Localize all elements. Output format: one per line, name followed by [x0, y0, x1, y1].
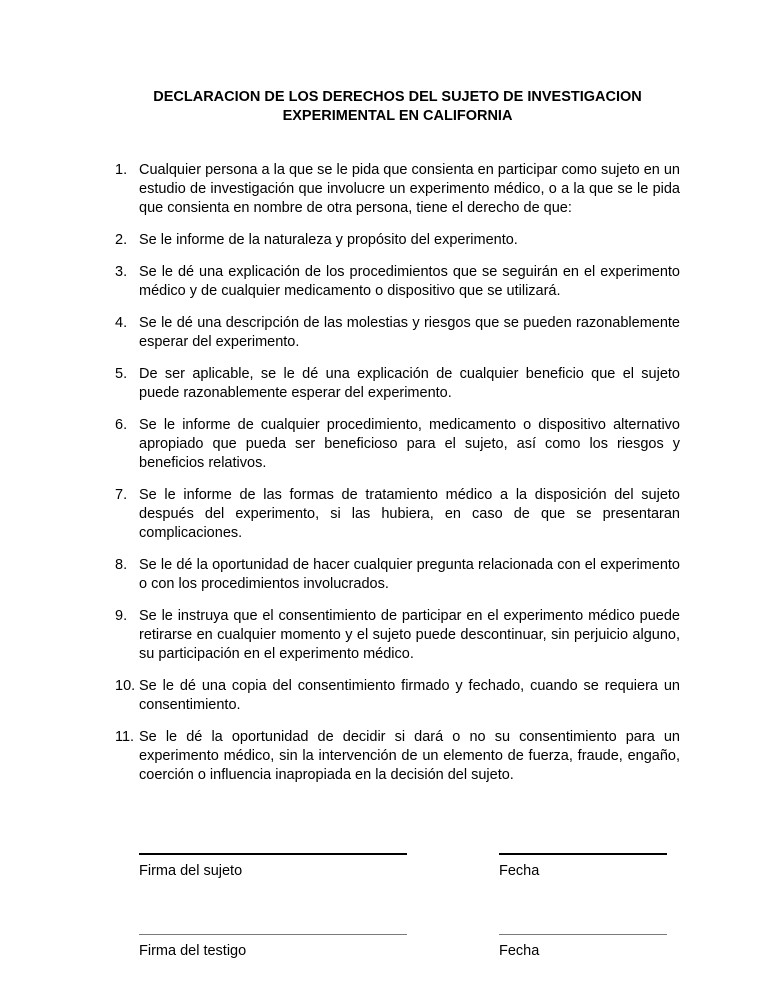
item-number: 6.: [115, 417, 128, 433]
item-number: 11.: [115, 729, 135, 745]
item-number: 9.: [115, 608, 128, 624]
list-item: [115, 556, 680, 594]
witness-signature-label: Firma del testigo: [139, 943, 247, 959]
item-text: Cualquier persona a la que se le pida que consienta en participar como sujeto en un estudio de investigación que involucre un experimento médico, o a la que se le pida que consienta en nombre de otra persona, tiene el derecho de que:: [139, 162, 680, 216]
item-text: Se le dé una explicación de los procedimientos que se seguirán en el experimento médico y de cualquier medicamento o dispositivo que se utilizará.: [139, 264, 680, 299]
list-item: [115, 365, 680, 403]
list-item: [115, 486, 680, 543]
list-item: [115, 161, 680, 218]
item-text: Se le informe de la naturaleza y propósito del experimento.: [139, 232, 518, 248]
witness-date-line: [499, 934, 667, 935]
list-item: [115, 728, 680, 785]
subject-date-field: [499, 853, 667, 881]
list-item: [115, 263, 680, 301]
item-text: Se le dé la oportunidad de hacer cualquier pregunta relacionada con el experimento o con los procedimientos involucrados.: [139, 557, 680, 592]
subject-date-label: Fecha: [499, 863, 540, 879]
subject-signature-row: [139, 853, 680, 881]
list-item: [115, 607, 680, 664]
list-item: [115, 314, 680, 352]
subject-signature-line: [139, 853, 407, 855]
subject-signature-field: [139, 853, 407, 881]
item-text: Se le dé una descripción de las molestias y riesgos que se pueden razonablemente esperar del experimento.: [139, 315, 680, 350]
witness-date-label: Fecha: [499, 943, 540, 959]
item-number: 1.: [115, 162, 128, 178]
item-text: Se le informe de cualquier procedimiento, medicamento o dispositivo alternativo apropiado que pueda ser beneficioso para el sujeto, así como los riesgos y beneficios relativos.: [139, 417, 680, 471]
subject-signature-label: Firma del sujeto: [139, 863, 243, 879]
list-item: [115, 231, 680, 250]
item-number: 8.: [115, 557, 128, 573]
subject-date-line: [499, 853, 667, 855]
witness-signature-row: [139, 934, 680, 961]
rights-list: [115, 161, 680, 785]
item-number: 5.: [115, 366, 128, 382]
item-text: Se le instruya que el consentimiento de participar en el experimento médico puede retirarse en cualquier momento y el sujeto puede descontinuar, sin perjuicio alguno, su participación en el experimento médico.: [139, 608, 680, 662]
list-item: [115, 677, 680, 715]
item-text: Se le informe de las formas de tratamiento médico a la disposición del sujeto después del experimento, si las hubiera, en caso de que se presentaran complicaciones.: [139, 487, 680, 541]
item-number: 3.: [115, 264, 128, 280]
document-title-line1: DECLARACION DE LOS DERECHOS DEL SUJETO DE INVESTIGACION: [153, 89, 642, 105]
item-text: Se le dé una copia del consentimiento firmado y fechado, cuando se requiera un consentimiento.: [139, 678, 680, 713]
witness-date-field: [499, 934, 667, 961]
item-number: 4.: [115, 315, 128, 331]
witness-signature-field: [139, 934, 407, 961]
item-number: 2.: [115, 232, 128, 248]
document-title-line2: EXPERIMENTAL EN CALIFORNIA: [282, 108, 513, 124]
item-number: 10.: [115, 678, 136, 694]
witness-signature-line: [139, 934, 407, 935]
signature-section: [139, 853, 680, 961]
item-number: 7.: [115, 487, 128, 503]
document-title: [115, 88, 680, 126]
item-text: De ser aplicable, se le dé una explicación de cualquier beneficio que el sujeto puede razonablemente esperar del experimento.: [139, 366, 680, 401]
list-item: [115, 416, 680, 473]
item-text: Se le dé la oportunidad de decidir si dará o no su consentimiento para un experimento médico, sin la intervención de un elemento de fuerza, fraude, engaño, coerción o influencia inapropiada en la decisión del sujeto.: [139, 729, 680, 783]
